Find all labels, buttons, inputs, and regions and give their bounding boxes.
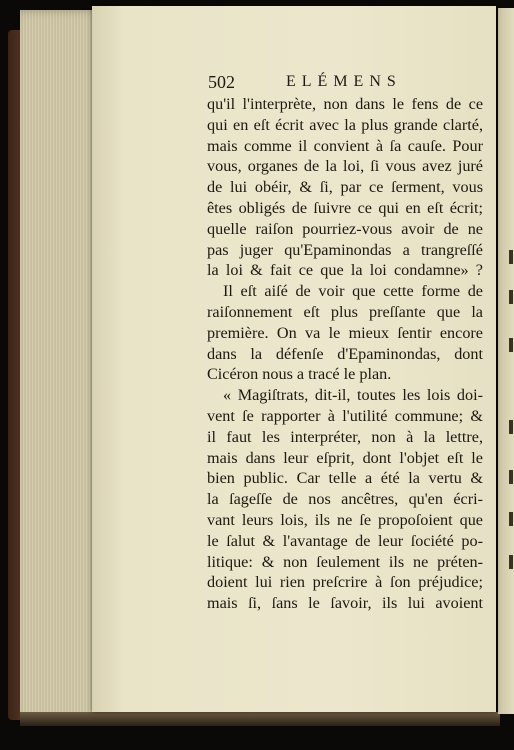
text-line: vent ſe rapporter à l'utilité commune; & — [207, 406, 483, 425]
text-line: la loi & fait ce que la loi condamne» ? — [207, 261, 483, 280]
text-line: dans la défenſe d'Epaminondas, dont — [207, 344, 483, 363]
page-edges — [20, 10, 102, 722]
text-line: Il eſt aiſé de voir que cette forme de — [223, 282, 483, 301]
text-line: Cicéron nous a tracé le plan. — [207, 365, 392, 384]
text-line: bien public. Car telle a été la vertu & — [207, 469, 483, 488]
text-line: litique: & non ſeulement ils ne préten- — [207, 552, 483, 571]
text-line: mais comme il convient à ſa cauſe. Pour — [207, 136, 483, 155]
facing-mark — [509, 290, 513, 304]
text-line: qu'il l'interprète, non dans le fens de ce — [207, 95, 483, 113]
book-bottom-edge — [20, 712, 500, 726]
page-body-text — [207, 94, 483, 614]
text-line: raiſonnement eſt plus preſſante que la — [207, 302, 483, 321]
facing-mark — [509, 555, 513, 569]
text-line: le ſalut & l'avantage de leur ſociété po- — [207, 531, 483, 550]
page-number: 502 — [208, 72, 235, 92]
text-line: pas juger qu'Epaminondas a trangreſſé — [207, 240, 483, 259]
text-line: vant leurs lois, ils ne ſe propoſoient que — [207, 510, 483, 529]
text-line: il faut les interpréter, non à la lettre, — [207, 427, 483, 446]
facing-mark — [509, 420, 513, 434]
text-line: « Magiſtrats, dit-il, toutes les lois doi- — [223, 386, 483, 405]
text-line: quelle raiſon pourriez-vous avoir de ne — [207, 219, 483, 238]
text-line: qui en eſt écrit avec la plus grande clarté, — [207, 115, 483, 134]
facing-mark — [509, 512, 513, 526]
running-title: ELÉMENS — [286, 73, 402, 90]
facing-mark — [509, 250, 513, 264]
facing-mark — [509, 338, 513, 352]
text-line: êtes obligés de ſuivre ce qui en eſt écrit; — [207, 198, 483, 217]
text-line: mais dans leur eſprit, dont l'objet eſt le — [207, 448, 483, 467]
text-line: doient lui rien preſcrire à ſon préjudice; — [207, 573, 483, 592]
facing-page-marks — [508, 0, 514, 750]
text-line: mais ſi, ſans le ſavoir, ils lui avoient — [207, 594, 483, 613]
text-line: vous, organes de la loi, ſi vous avez juré — [207, 157, 483, 176]
facing-mark — [509, 470, 513, 484]
text-line: de lui obéir, & ſi, par ce ſerment, vous — [207, 178, 483, 197]
page-header — [208, 72, 488, 94]
text-line: la ſageſſe de nos ancêtres, qu'en écri- — [207, 490, 483, 509]
text-line: première. On va le mieux ſentir encore — [207, 323, 483, 342]
